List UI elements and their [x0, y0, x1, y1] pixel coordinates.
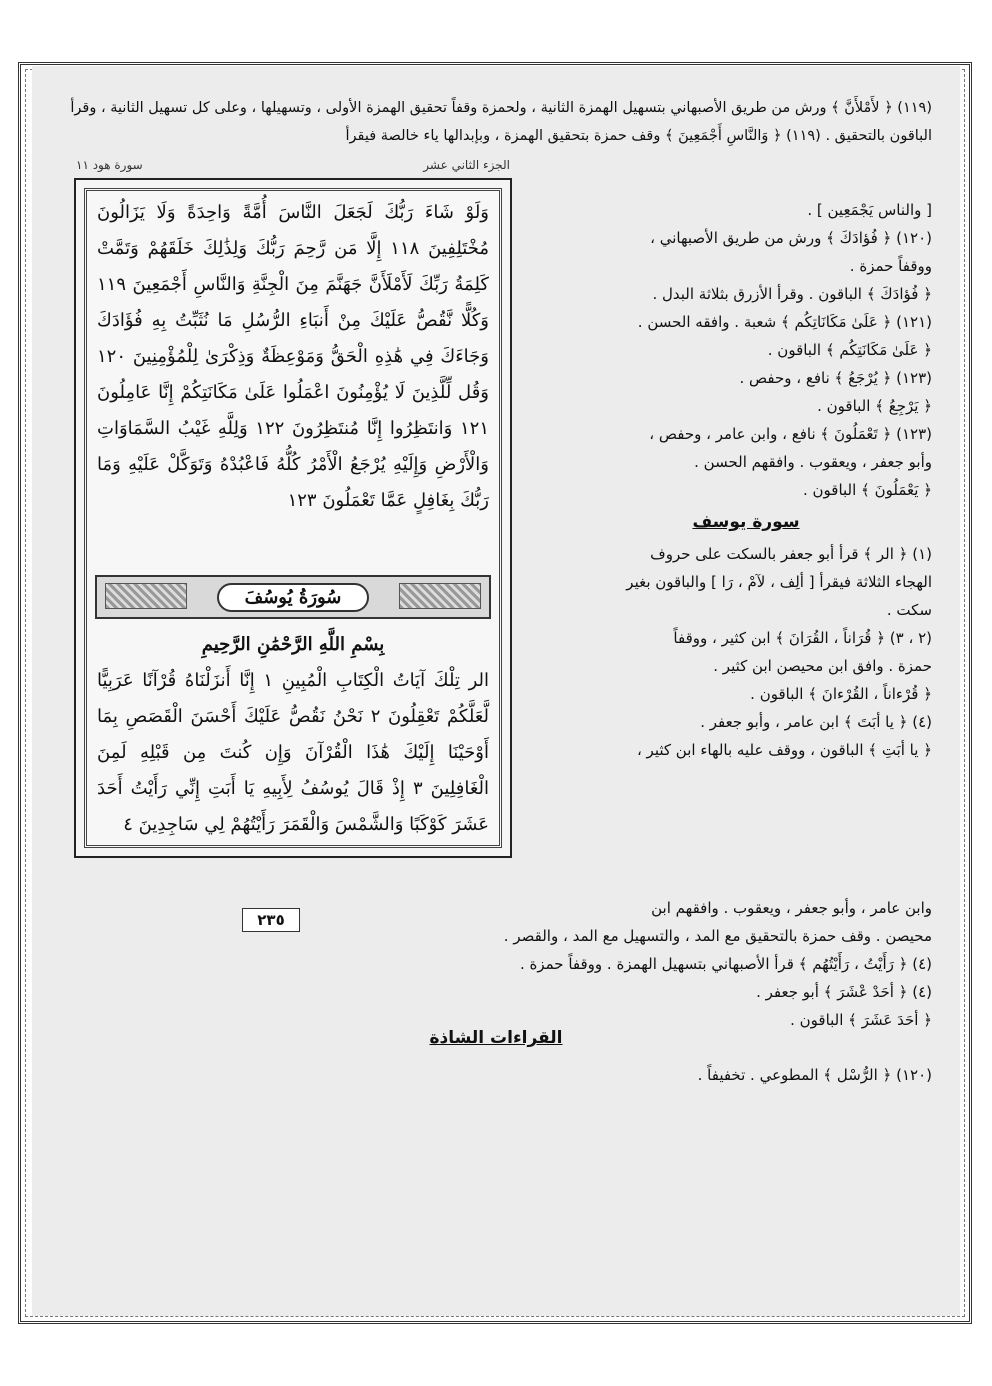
- commentary-line: محيصن . وقف حمزة بالتحقيق مع المد ، والتسهيل مع المد ، والقصر .: [503, 927, 932, 945]
- commentary-line: حمزة . وافق ابن محيصن ابن كثير .: [713, 657, 932, 675]
- commentary-line: (١٢٠) ﴿ فُؤادَكَ ﴾ ورش من طريق الأصبهاني ،: [650, 229, 932, 247]
- section-heading-yusuf: سورة يوسف: [692, 512, 800, 532]
- commentary-line: سكت .: [886, 601, 932, 619]
- right-column: [560, 196, 932, 764]
- commentary-line: الهجاء الثلاثة فيقرأ [ ألِف ، لآمْ ، رَا ] والباقون بغير: [626, 573, 932, 591]
- commentary-line: ﴿ يا أبَتِ ﴾ الباقون ، ووقف عليه بالهاء ابن كثير ،: [636, 741, 932, 759]
- basmala: بِسْمِ اللَّهِ الرَّحْمَٰنِ الرَّحِيمِ: [201, 634, 385, 655]
- commentary-line: ووقفاً حمزة .: [849, 257, 932, 275]
- section-heading-shadh: القراءات الشاذة: [429, 1028, 563, 1048]
- lower-commentary: [62, 894, 932, 1034]
- commentary-line: ﴿ قُرْءاناً ، القُرْءانَ ﴾ الباقون .: [750, 685, 932, 703]
- commentary-line: (٤) ﴿ يا أبَتَ ﴾ ابن عامر ، وأبو جعفر .: [700, 713, 932, 731]
- commentary-line: (٤) ﴿ رَأَيْتُ ، رَأَيْتُهُم ﴾ قرأ الأصبهاني بتسهيل الهمزة . ووقفاً حمزة .: [519, 955, 932, 973]
- commentary-line: [ والناس يَجْمَعِين ] .: [807, 201, 932, 219]
- commentary-line: ﴿ فُؤادَكَ ﴾ الباقون . وقرأ الأزرق بثلاثة البدل .: [652, 285, 932, 303]
- quran-verses-yusuf: [97, 627, 489, 843]
- surah-label: سورة هود ١١: [76, 158, 143, 172]
- commentary-line: وأبو جعفر ، ويعقوب . وافقهم الحسن .: [694, 453, 932, 471]
- quran-frame: [84, 188, 502, 848]
- panel-header: [76, 158, 510, 176]
- banner-ornament-icon: [399, 583, 481, 609]
- page-content: [32, 66, 960, 1316]
- commentary-line: ﴿ يَرْجِعُ ﴾ الباقون .: [817, 397, 932, 415]
- commentary-line: ﴿ عَلَىٰ مَكَانَتِكُم ﴾ الباقون .: [767, 341, 932, 359]
- commentary-line: (٢ ، ٣) ﴿ قُرَاناً ، القُرَانَ ﴾ ابن كثير ، ووقفاً: [673, 629, 932, 647]
- yusuf-verses: الر تِلْكَ آيَاتُ الْكِتَابِ الْمُبِينِ ١ إِنَّا أَنزَلْنَاهُ قُرْآنًا عَرَبِيًّا لَّعَلَّكُمْ تَعْقِلُونَ ٢ نَحْنُ نَقُصُّ عَلَيْكَ أَحْسَنَ الْقَصَصِ بِمَا أَوْحَيْنَا إِلَيْكَ هَٰذَا الْقُرْآنَ وَإِن كُنتَ مِن قَبْلِهِ لَمِنَ الْغَافِلِينَ ٣ إِذْ قَالَ يُوسُفُ لِأَبِيهِ يَا أَبَتِ إِنِّي رَأَيْتُ أَحَدَ عَشَرَ كَوْكَبًا وَالشَّمْسَ وَالْقَمَرَ رَأَيْتُهُمْ لِي سَاجِدِينَ ٤: [97, 670, 490, 835]
- quran-verses-hud: وَلَوْ شَاءَ رَبُّكَ لَجَعَلَ النَّاسَ أُمَّةً وَاحِدَةً وَلَا يَزَالُونَ مُخْتَلِفِينَ ١١٨ إِلَّا مَن رَّحِمَ رَبُّكَ وَلِذَٰلِكَ خَلَقَهُمْ وَتَمَّتْ كَلِمَةُ رَبِّكَ لَأَمْلَأَنَّ جَهَنَّمَ مِنَ الْجِنَّةِ وَالنَّاسِ أَجْمَعِينَ ١١٩ وَكُلًّا نَّقُصُّ عَلَيْكَ مِنْ أَنبَاءِ الرُّسُلِ مَا نُثَبِّتُ بِهِ فُؤَادَكَ وَجَاءَكَ فِي هَٰذِهِ الْحَقُّ وَمَوْعِظَةٌ وَذِكْرَىٰ لِلْمُؤْمِنِينَ ١٢٠ وَقُل لِّلَّذِينَ لَا يُؤْمِنُونَ اعْمَلُوا عَلَىٰ مَكَانَتِكُمْ إِنَّا عَامِلُونَ ١٢١ وَانتَظِرُوا إِنَّا مُنتَظِرُونَ ١٢٢ وَلِلَّهِ غَيْبُ السَّمَاوَاتِ وَالْأَرْضِ وَإِلَيْهِ يُرْجَعُ الْأَمْرُ كُلُّهُ فَاعْبُدْهُ وَتَوَكَّلْ عَلَيْهِ وَمَا رَبُّكَ بِغَافِلٍ عَمَّا تَعْمَلُونَ ١٢٣: [97, 202, 490, 511]
- banner-ornament-icon: [105, 583, 187, 609]
- commentary-line: (٤) ﴿ أحَدْ عْشَرَ ﴾ أبو جعفر .: [756, 983, 932, 1001]
- commentary-line: ﴿ يَعْمَلُونَ ﴾ الباقون .: [802, 481, 932, 499]
- surah-title: سُورَةُ يُوسُفَ: [217, 583, 370, 612]
- top-paragraph: (١١٩) ﴿ لأَمْلأَنَّ ﴾ ورش من طريق الأصبهاني بتسهيل الهمزة الثانية ، ولحمزة وقفاً تحقيق الهمزة الأولى ، وتسهيلها ، وعلى كل تسهيل الثانية ، وقرأ الباقون بالتحقيق . (١١٩) ﴿ وَالنَّاسِ أَجْمَعِينَ ﴾ وقف حمزة بتحقيق الهمزة ، وبإبدالها ياء خالصة فيقرأ: [70, 100, 932, 144]
- commentary-line: وابن عامر ، وأبو جعفر ، ويعقوب . وافقهم ابن: [651, 899, 932, 917]
- commentary-line: ﴿ أحَدَ عَشَرَ ﴾ الباقون .: [790, 1011, 932, 1029]
- commentary-line: (١) ﴿ الر ﴾ قرأ أبو جعفر بالسكت على حروف: [650, 545, 932, 563]
- quran-panel: [74, 158, 512, 858]
- page-number: ٢٣٥: [242, 908, 300, 932]
- juz-label: الجزء الثاني عشر: [423, 158, 510, 172]
- shadh-line: (١٢٠) ﴿ الرُّسْل ﴾ المطوعي . تخفيفاً .: [697, 1066, 932, 1084]
- commentary-line: (١٢٣) ﴿ تَعْمَلُونَ ﴾ نافع ، وابن عامر ، وحفص ،: [649, 425, 932, 443]
- commentary-line: (١٢١) ﴿ عَلَىٰ مَكَانَاتِكُم ﴾ شعبة . وافقه الحسن .: [637, 313, 932, 331]
- commentary-line: (١٢٣) ﴿ يُرْجَعُ ﴾ نافع ، وحفص .: [739, 369, 932, 387]
- surah-banner: [95, 575, 491, 619]
